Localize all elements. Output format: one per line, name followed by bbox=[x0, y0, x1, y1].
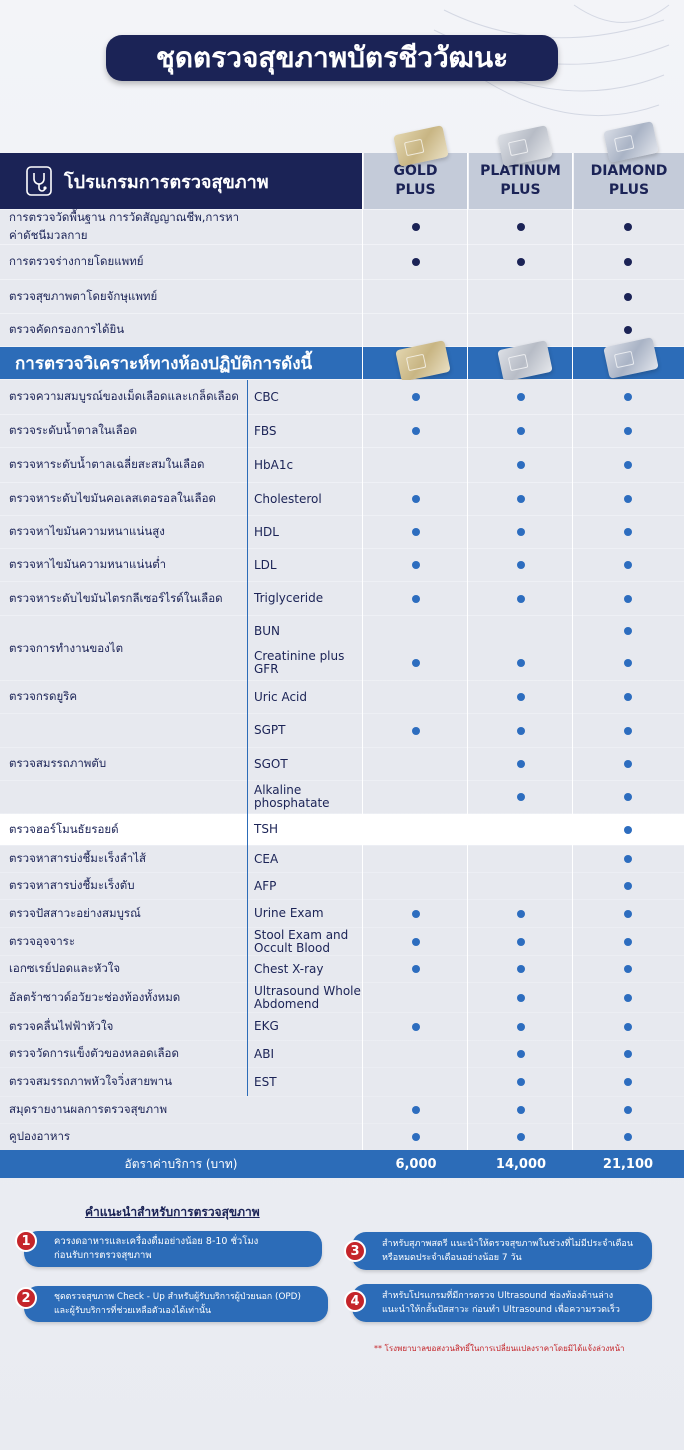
row-test-code: Stool Exam and Occult Blood bbox=[254, 927, 349, 955]
row-label: ตรวจหาระดับน้ำตาลเฉลี่ยสะสมในเลือด bbox=[9, 457, 205, 471]
row-label: ตรวจหาระดับไขมันคอเลสเตอรอลในเลือด bbox=[9, 491, 216, 505]
included-dot bbox=[412, 393, 420, 401]
platinum-cell bbox=[469, 483, 573, 515]
included-dot bbox=[624, 1133, 632, 1141]
row-test-code: BUN bbox=[254, 623, 280, 638]
row-test-code: HDL bbox=[254, 524, 279, 539]
row-label: ตรวจหาไขมันความหนาแน่นสูง bbox=[9, 524, 165, 538]
included-dot bbox=[624, 461, 632, 469]
column-divider bbox=[572, 153, 573, 1150]
program-header-label: โปรแกรมการตรวจสุขภาพ bbox=[64, 171, 269, 193]
diamond-cell bbox=[576, 900, 680, 927]
price-gold: 6,000 bbox=[395, 1156, 437, 1172]
included-dot bbox=[624, 826, 632, 834]
table-row bbox=[0, 516, 684, 548]
row-label: ตรวจคลื่นไฟฟ้าหัวใจ bbox=[9, 1018, 114, 1033]
included-dot bbox=[517, 595, 525, 603]
gold-cell bbox=[364, 516, 468, 548]
included-dot bbox=[517, 938, 525, 946]
diamond-cell bbox=[576, 245, 680, 279]
included-dot bbox=[412, 427, 420, 435]
row-label: ตรวจหาระดับไขมันไตรกลีเซอร์ไรด์ในเลือด bbox=[9, 590, 223, 605]
diamond-cell bbox=[576, 748, 680, 780]
table-row bbox=[0, 1041, 684, 1067]
included-dot bbox=[624, 938, 632, 946]
gold-cell bbox=[364, 873, 468, 899]
row-label: ตรวจปัสสาวะอย่างสมบูรณ์ bbox=[9, 905, 141, 920]
included-dot bbox=[517, 910, 525, 918]
included-dot bbox=[517, 461, 525, 469]
included-dot bbox=[517, 258, 525, 266]
platinum-cell bbox=[469, 616, 573, 646]
included-dot bbox=[624, 258, 632, 266]
platinum-cell bbox=[469, 928, 573, 955]
diamond-cell bbox=[576, 928, 680, 955]
diamond-cell bbox=[576, 646, 680, 680]
gold-cell bbox=[364, 1041, 468, 1067]
diamond-cell bbox=[576, 1097, 680, 1123]
included-dot bbox=[517, 965, 525, 973]
included-dot bbox=[624, 793, 632, 801]
table-row bbox=[0, 210, 684, 244]
row-label: ตรวจระดับน้ำตาลในเลือด bbox=[9, 423, 138, 437]
package-diamond-name: DIAMOND bbox=[590, 163, 668, 179]
diamond-cell bbox=[576, 873, 680, 899]
gold-cell bbox=[364, 900, 468, 927]
diamond-cell bbox=[576, 380, 680, 414]
platinum-cell bbox=[469, 846, 573, 872]
advice-item-4 bbox=[352, 1284, 652, 1322]
diamond-cell bbox=[576, 1041, 680, 1067]
platinum-cell bbox=[469, 900, 573, 927]
row-label: ตรวจความสมบูรณ์ของเม็ดเลือดและเกล็ดเลือด bbox=[9, 389, 239, 403]
diamond-cell bbox=[576, 714, 680, 747]
row-test-code: CBC bbox=[254, 389, 279, 404]
table-row bbox=[0, 983, 684, 1012]
included-dot bbox=[624, 1023, 632, 1031]
included-dot bbox=[517, 1023, 525, 1031]
gold-cell bbox=[364, 380, 468, 414]
row-test-code: EKG bbox=[254, 1019, 279, 1033]
gold-cell bbox=[364, 483, 468, 515]
table-row bbox=[0, 448, 684, 482]
included-dot bbox=[624, 1078, 632, 1086]
included-dot bbox=[517, 693, 525, 701]
row-test-code: Triglyceride bbox=[254, 591, 324, 605]
included-dot bbox=[624, 427, 632, 435]
included-dot bbox=[624, 1050, 632, 1058]
row-label: ตรวจอุจจาระ bbox=[9, 933, 76, 948]
diamond-cell bbox=[576, 1068, 680, 1096]
lab-section-header bbox=[0, 347, 684, 379]
gold-cell bbox=[364, 314, 468, 346]
table-row bbox=[0, 956, 684, 982]
diamond-cell bbox=[576, 483, 680, 515]
included-dot bbox=[624, 727, 632, 735]
advice-4-line1: สำหรับโปรแกรมที่มีการตรวจ Ultrasound ช่องท้องด้านล่าง bbox=[382, 1291, 614, 1301]
row-test-code: Creatinine plus GFR bbox=[254, 649, 345, 676]
included-dot bbox=[624, 495, 632, 503]
column-divider bbox=[362, 153, 363, 1150]
advice-3-line1: สำหรับสุภาพสตรี แนะนำให้ตรวจสุขภาพในช่วงที่ไม่มีประจำเดือน bbox=[382, 1239, 633, 1249]
table-row bbox=[0, 873, 684, 899]
included-dot bbox=[624, 1106, 632, 1114]
advice-item-2 bbox=[24, 1286, 328, 1322]
gold-cell bbox=[364, 681, 468, 713]
included-dot bbox=[412, 910, 420, 918]
advice-1-line1: ควรงดอาหารและเครื่องดื่มอย่างน้อย 8-10 ชั่วโมง bbox=[54, 1236, 259, 1247]
included-dot bbox=[517, 994, 525, 1002]
row-test-code: EST bbox=[254, 1074, 277, 1089]
platinum-cell bbox=[469, 380, 573, 414]
program-header bbox=[0, 153, 362, 209]
table-row bbox=[0, 582, 684, 615]
included-dot bbox=[412, 965, 420, 973]
gold-cell bbox=[364, 714, 468, 747]
gold-cell bbox=[364, 846, 468, 872]
platinum-cell bbox=[469, 1097, 573, 1123]
platinum-cell bbox=[469, 582, 573, 615]
row-test-code: Cholesterol bbox=[254, 491, 322, 506]
platinum-cell bbox=[469, 1068, 573, 1096]
gold-cell bbox=[364, 280, 468, 313]
row-label: อัลตร้าซาวด์อวัยวะช่องท้องทั้งหมด bbox=[9, 989, 181, 1004]
gold-cell bbox=[364, 616, 468, 646]
table-row bbox=[0, 1124, 684, 1150]
included-dot bbox=[624, 528, 632, 536]
row-label: คูปองอาหาร bbox=[9, 1129, 71, 1143]
included-dot bbox=[412, 659, 420, 667]
included-dot bbox=[412, 727, 420, 735]
diamond-cell bbox=[576, 983, 680, 1012]
included-dot bbox=[624, 994, 632, 1002]
table-row bbox=[0, 549, 684, 581]
included-dot bbox=[624, 693, 632, 701]
table-row bbox=[0, 280, 684, 313]
advice-number-3: 3 bbox=[344, 1240, 366, 1262]
gold-cell bbox=[364, 245, 468, 279]
diamond-cell bbox=[576, 549, 680, 581]
diamond-cell bbox=[576, 210, 680, 244]
diamond-cell bbox=[576, 516, 680, 548]
row-label: ตรวจสุขภาพตาโดยจักษุแพทย์ bbox=[9, 288, 158, 303]
gold-cell bbox=[364, 210, 468, 244]
gold-cell bbox=[364, 646, 468, 680]
diamond-cell bbox=[576, 448, 680, 482]
row-test-code: LDL bbox=[254, 557, 277, 572]
included-dot bbox=[624, 760, 632, 768]
row-test-code: HbA1c bbox=[254, 457, 294, 472]
included-dot bbox=[624, 659, 632, 667]
included-dot bbox=[624, 326, 632, 334]
row-label: ตรวจการทำงานของไต bbox=[9, 640, 124, 655]
row-test-code: SGPT bbox=[254, 723, 286, 737]
price-label: อัตราค่าบริการ (บาท) bbox=[124, 1156, 238, 1171]
platinum-cell bbox=[469, 415, 573, 447]
table-row bbox=[0, 314, 684, 346]
platinum-cell bbox=[469, 549, 573, 581]
table-row bbox=[0, 1097, 684, 1123]
table-row bbox=[0, 846, 684, 872]
gold-cell bbox=[364, 956, 468, 982]
package-platinum-tier: PLUS bbox=[500, 182, 541, 198]
row-label: ตรวจสมรรถภาพตับ bbox=[9, 755, 107, 770]
table-row bbox=[0, 380, 684, 414]
advice-2-line2: และผู้รับบริการที่ช่วยเหลือตัวเองได้เท่านั้น bbox=[54, 1306, 212, 1316]
row-test-code: Alkaline phosphatate bbox=[254, 783, 330, 810]
included-dot bbox=[412, 1106, 420, 1114]
platinum-cell bbox=[469, 1041, 573, 1067]
diamond-cell bbox=[576, 616, 680, 646]
included-dot bbox=[412, 1023, 420, 1031]
price-diamond: 21,100 bbox=[602, 1156, 654, 1172]
row-label: ตรวจสมรรถภาพหัวใจวิ่งสายพาน bbox=[9, 1074, 172, 1088]
included-dot bbox=[624, 393, 632, 401]
gold-cell bbox=[364, 1124, 468, 1150]
diamond-cell bbox=[576, 582, 680, 615]
platinum-cell bbox=[469, 956, 573, 982]
included-dot bbox=[412, 258, 420, 266]
gold-cell bbox=[364, 928, 468, 955]
included-dot bbox=[412, 561, 420, 569]
row-label: ตรวจหาสารบ่งชี้มะเร็งลำไส้ bbox=[9, 851, 147, 865]
package-diamond-header bbox=[574, 153, 684, 209]
column-divider bbox=[247, 380, 248, 1096]
package-gold-name: GOLD bbox=[393, 163, 438, 179]
included-dot bbox=[517, 1106, 525, 1114]
included-dot bbox=[624, 595, 632, 603]
row-label: เอกซเรย์ปอดและหัวใจ bbox=[9, 961, 121, 975]
table-row bbox=[0, 1068, 684, 1096]
row-label: ตรวจฮอร์โมนธัยรอยด์ bbox=[9, 821, 119, 836]
advice-item-3 bbox=[352, 1232, 652, 1270]
gold-cell bbox=[364, 1097, 468, 1123]
diamond-cell bbox=[576, 956, 680, 982]
included-dot bbox=[624, 855, 632, 863]
row-label: ตรวจกรดยูริค bbox=[9, 689, 78, 703]
advice-1-line2: ก่อนรับการตรวจสุขภาพ bbox=[54, 1250, 152, 1261]
platinum-cell bbox=[469, 1013, 573, 1040]
package-gold-tier: PLUS bbox=[395, 182, 436, 198]
row-label: ตรวจวัดการแข็งตัวของหลอดเลือด bbox=[9, 1046, 179, 1060]
included-dot bbox=[517, 1050, 525, 1058]
gold-cell bbox=[364, 781, 468, 813]
included-dot bbox=[624, 293, 632, 301]
table-row bbox=[0, 415, 684, 447]
table-row bbox=[0, 1013, 684, 1040]
included-dot bbox=[624, 561, 632, 569]
platinum-cell bbox=[469, 714, 573, 747]
platinum-cell bbox=[469, 646, 573, 680]
gold-cell bbox=[364, 748, 468, 780]
advice-3-line2: หรือหมดประจำเดือนอย่างน้อย 7 วัน bbox=[382, 1253, 522, 1263]
row-label: ตรวจหาไขมันความหนาแน่นต่ำ bbox=[9, 557, 167, 571]
row-test-code: AFP bbox=[254, 878, 277, 893]
diamond-cell bbox=[576, 681, 680, 713]
included-dot bbox=[624, 910, 632, 918]
table-row bbox=[0, 814, 684, 845]
platinum-cell bbox=[469, 748, 573, 780]
gold-cell bbox=[364, 415, 468, 447]
included-dot bbox=[412, 595, 420, 603]
included-dot bbox=[412, 938, 420, 946]
included-dot bbox=[517, 659, 525, 667]
row-test-code: CEA bbox=[254, 851, 279, 866]
row-label: ตรวจคัดกรองการได้ยิน bbox=[9, 322, 125, 336]
advice-number-2: 2 bbox=[15, 1287, 37, 1309]
included-dot bbox=[517, 427, 525, 435]
row-label: การตรวจร่างกายโดยแพทย์ bbox=[9, 254, 144, 268]
included-dot bbox=[517, 793, 525, 801]
diamond-cell bbox=[576, 781, 680, 813]
table-row bbox=[0, 245, 684, 279]
platinum-cell bbox=[469, 516, 573, 548]
table-row bbox=[0, 900, 684, 927]
row-label: การตรวจวัดพื้นฐาน การวัดสัญญาณชีพ,การหาค่าดัชนีมวลกาย bbox=[9, 210, 240, 242]
advice-2-line1: ชุดตรวจสุขภาพ Check - Up สำหรับผู้รับบริการผู้ป่วยนอก (OPD) bbox=[54, 1292, 301, 1302]
gold-cell bbox=[364, 1013, 468, 1040]
platinum-cell bbox=[469, 1124, 573, 1150]
gold-cell bbox=[364, 549, 468, 581]
row-test-code: Uric Acid bbox=[254, 689, 308, 704]
row-test-code: Chest X-ray bbox=[254, 961, 324, 976]
row-label: สมุดรายงานผลการตรวจสุขภาพ bbox=[9, 1102, 168, 1116]
footnote: ** โรงพยาบาลขอสงวนสิทธิ์ในการเปลี่ยนแปลงราคาโดยมิได้แจ้งล่วงหน้า bbox=[374, 1344, 625, 1353]
page-title: ชุดตรวจสุขภาพบัตรชีววัฒนะ bbox=[106, 35, 558, 81]
diamond-cell bbox=[576, 846, 680, 872]
included-dot bbox=[412, 223, 420, 231]
advice-title: คำแนะนำสำหรับการตรวจสุขภาพ bbox=[85, 1205, 260, 1219]
diamond-cell bbox=[576, 814, 680, 845]
row-test-code: Ultrasound Whole Abdomend bbox=[254, 983, 361, 1011]
gold-cell bbox=[364, 582, 468, 615]
gold-cell bbox=[364, 1068, 468, 1096]
included-dot bbox=[624, 882, 632, 890]
platinum-cell bbox=[469, 814, 573, 845]
table-row bbox=[0, 616, 684, 655]
table-row bbox=[0, 681, 684, 713]
gold-cell bbox=[364, 814, 468, 845]
included-dot bbox=[412, 1133, 420, 1141]
platinum-cell bbox=[469, 280, 573, 313]
included-dot bbox=[412, 528, 420, 536]
diamond-cell bbox=[576, 280, 680, 313]
platinum-cell bbox=[469, 983, 573, 1012]
row-test-code: FBS bbox=[254, 423, 277, 438]
included-dot bbox=[517, 393, 525, 401]
included-dot bbox=[517, 727, 525, 735]
stethoscope-icon bbox=[26, 166, 52, 196]
price-platinum: 14,000 bbox=[495, 1156, 547, 1172]
platinum-cell bbox=[469, 781, 573, 813]
included-dot bbox=[517, 1133, 525, 1141]
included-dot bbox=[624, 627, 632, 635]
price-bar bbox=[0, 1150, 684, 1178]
included-dot bbox=[517, 528, 525, 536]
included-dot bbox=[517, 1078, 525, 1086]
platinum-cell bbox=[469, 448, 573, 482]
included-dot bbox=[624, 223, 632, 231]
platinum-cell bbox=[469, 873, 573, 899]
included-dot bbox=[517, 760, 525, 768]
platinum-cell bbox=[469, 210, 573, 244]
included-dot bbox=[624, 965, 632, 973]
diamond-cell bbox=[576, 1013, 680, 1040]
row-test-code: TSH bbox=[254, 822, 278, 836]
row-test-code: Urine Exam bbox=[254, 906, 324, 920]
included-dot bbox=[517, 495, 525, 503]
advice-number-1: 1 bbox=[15, 1230, 37, 1252]
table-row bbox=[0, 483, 684, 515]
included-dot bbox=[517, 223, 525, 231]
row-test-code: ABI bbox=[254, 1046, 274, 1061]
platinum-cell bbox=[469, 681, 573, 713]
included-dot bbox=[412, 495, 420, 503]
platinum-cell bbox=[469, 314, 573, 346]
gold-cell bbox=[364, 983, 468, 1012]
gold-cell bbox=[364, 448, 468, 482]
advice-number-4: 4 bbox=[344, 1290, 366, 1312]
included-dot bbox=[517, 561, 525, 569]
package-platinum-name: PLATINUM bbox=[480, 163, 561, 179]
diamond-cell bbox=[576, 1124, 680, 1150]
platinum-cell bbox=[469, 245, 573, 279]
column-divider bbox=[467, 153, 468, 1150]
advice-4-line2: แนะนำให้กลั้นปัสสาวะ ก่อนทำ Ultrasound เพื่อความรวดเร็ว bbox=[382, 1305, 620, 1315]
package-diamond-tier: PLUS bbox=[608, 182, 650, 198]
row-test-code: SGOT bbox=[254, 756, 288, 771]
advice-item-1 bbox=[24, 1231, 322, 1267]
row-label: ตรวจหาสารบ่งชี้มะเร็งตับ bbox=[9, 878, 135, 892]
table-row bbox=[0, 928, 684, 955]
lab-section-title: การตรวจวิเคราะห์ทางห้องปฏิบัติการดังนี้ bbox=[15, 353, 313, 374]
diamond-cell bbox=[576, 415, 680, 447]
